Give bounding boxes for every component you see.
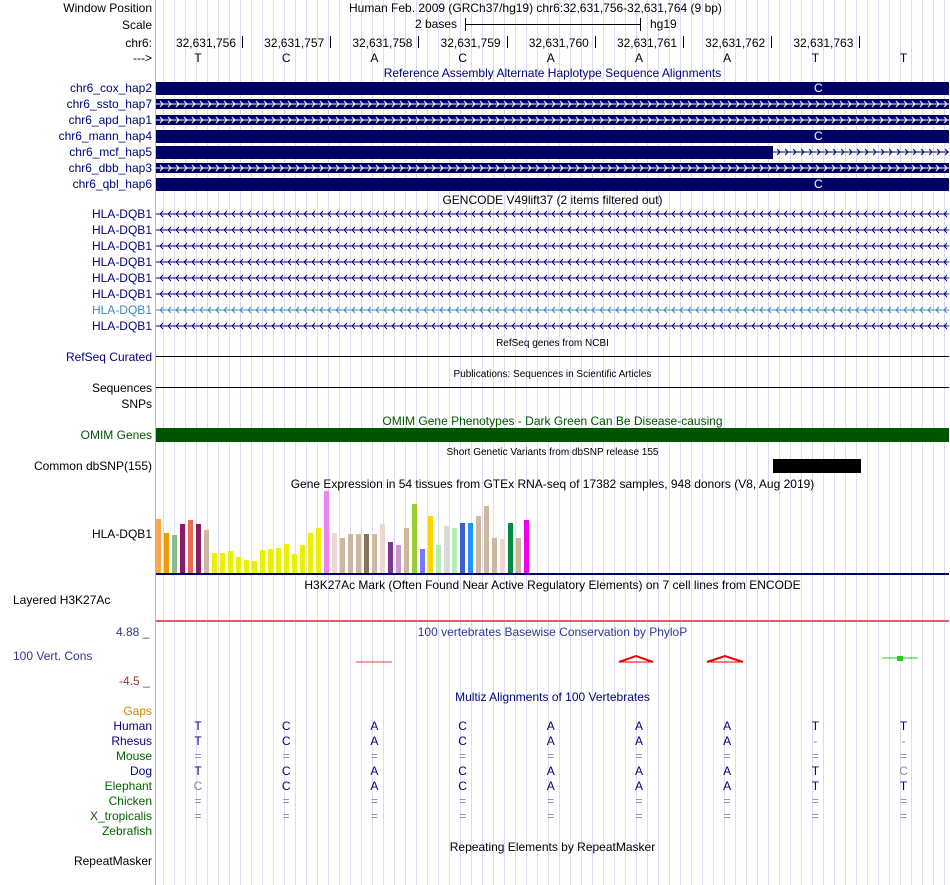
- gtex-baseline: [156, 573, 949, 575]
- gtex-tissue-bar[interactable]: [196, 524, 201, 573]
- multiz-base: A: [370, 779, 379, 793]
- multiz-species-label[interactable]: Human: [113, 719, 152, 733]
- alt-haplotype-mismatch: C: [814, 177, 823, 191]
- ruler-tick: [859, 36, 860, 48]
- alt-haplotype-arrows[interactable]: [773, 147, 949, 157]
- multiz-species-label[interactable]: Chicken: [108, 794, 152, 808]
- alt-haplotype-label[interactable]: chr6_ssto_hap7: [66, 97, 152, 111]
- phylop-peak-2: [707, 656, 743, 662]
- dbsnp-variant-bar[interactable]: [773, 459, 861, 473]
- omim-title[interactable]: OMIM Gene Phenotypes - Dark Green Can Be Disease-causing: [382, 414, 723, 428]
- alt-haplotypes-title[interactable]: Reference Assembly Alternate Haplotype Sequence Alignments: [383, 66, 722, 80]
- publications-line[interactable]: [156, 387, 949, 388]
- window-position-label: Window Position: [63, 1, 152, 15]
- gtex-tissue-bar[interactable]: [164, 533, 169, 573]
- gtex-tissue-bar[interactable]: [300, 545, 305, 573]
- phylop-plot[interactable]: [156, 645, 949, 675]
- phylop-track-label[interactable]: 100 Vert. Cons: [13, 649, 93, 663]
- multiz-base: =: [370, 749, 378, 763]
- gtex-expression-chart[interactable]: [156, 491, 949, 573]
- alt-haplotype-label[interactable]: chr6_mcf_hap5: [69, 145, 152, 159]
- gencode-gene-track[interactable]: [156, 289, 949, 299]
- multiz-base: =: [459, 809, 467, 823]
- ruler-tick: [683, 36, 684, 48]
- gencode-gene-track[interactable]: [156, 257, 949, 267]
- multiz-base: =: [547, 749, 555, 763]
- gtex-tissue-bar[interactable]: [172, 535, 177, 573]
- sequences-label[interactable]: Sequences: [91, 381, 152, 395]
- gtex-tissue-bar[interactable]: [396, 545, 401, 573]
- ruler-position-label: 32,631,762: [705, 36, 766, 50]
- alt-haplotype-bar[interactable]: [156, 130, 949, 143]
- multiz-base: A: [370, 764, 379, 778]
- gtex-tissue-bar[interactable]: [388, 542, 393, 573]
- repeatmasker-title[interactable]: Repeating Elements by RepeatMasker: [449, 840, 656, 854]
- multiz-title[interactable]: Multiz Alignments of 100 Vertebrates: [455, 690, 650, 704]
- gtex-tissue-bar[interactable]: [476, 516, 481, 573]
- alt-haplotype-mismatch: C: [814, 129, 823, 143]
- ruler-tick: [330, 36, 331, 48]
- multiz-base: C: [193, 779, 203, 793]
- ruler-tick: [595, 36, 596, 48]
- multiz-base: A: [634, 734, 643, 748]
- gtex-tissue-bar[interactable]: [204, 530, 209, 573]
- multiz-species-label[interactable]: Mouse: [115, 749, 152, 763]
- multiz-species-label[interactable]: Dog: [129, 764, 152, 778]
- reference-base: A: [634, 51, 643, 65]
- multiz-gaps-label[interactable]: Gaps: [123, 704, 152, 718]
- multiz-base: C: [458, 764, 467, 778]
- multiz-base: =: [900, 794, 908, 808]
- gtex-tissue-bar[interactable]: [332, 533, 337, 573]
- gtex-tissue-bar[interactable]: [340, 538, 345, 573]
- omim-genes-label[interactable]: OMIM Genes: [80, 428, 152, 442]
- gtex-tissue-bar[interactable]: [380, 524, 385, 573]
- alt-haplotype-bar[interactable]: [156, 82, 949, 95]
- scale-bases-text: 2 bases: [415, 17, 458, 31]
- gtex-tissue-bar[interactable]: [228, 551, 233, 573]
- gencode-gene-label[interactable]: HLA-DQB1: [91, 255, 152, 269]
- gtex-tissue-bar[interactable]: [428, 516, 433, 573]
- reference-base: C: [458, 51, 467, 65]
- multiz-base: =: [811, 794, 819, 808]
- gtex-tissue-bar[interactable]: [468, 523, 473, 573]
- repeatmasker-label[interactable]: RepeatMasker: [73, 854, 152, 868]
- gencode-gene-track[interactable]: [156, 241, 949, 251]
- gtex-tissue-bar[interactable]: [444, 526, 449, 573]
- multiz-base: T: [899, 779, 908, 793]
- multiz-base: -: [813, 734, 818, 748]
- reference-base: A: [370, 51, 379, 65]
- gtex-tissue-bar[interactable]: [260, 550, 265, 573]
- gtex-tissue-bar[interactable]: [252, 561, 257, 573]
- multiz-base: T: [194, 734, 202, 748]
- multiz-base: =: [547, 809, 555, 823]
- gencode-gene-track[interactable]: [156, 273, 949, 283]
- phylop-peak-1: [619, 656, 653, 662]
- multiz-base: A: [723, 764, 732, 778]
- reference-base: T: [194, 51, 202, 65]
- phylop-mark-green-box: [897, 656, 903, 661]
- gtex-tissue-bar[interactable]: [412, 504, 417, 573]
- layered-h3k27ac-label[interactable]: Layered H3K27Ac: [13, 593, 111, 607]
- multiz-base: -: [901, 734, 906, 748]
- multiz-base: C: [281, 734, 291, 748]
- ruler-tick: [771, 36, 772, 48]
- gencode-gene-label[interactable]: HLA-DQB1: [91, 303, 152, 317]
- gtex-tissue-bar[interactable]: [452, 528, 457, 573]
- multiz-base: =: [370, 809, 378, 823]
- multiz-base: C: [281, 779, 291, 793]
- multiz-base: C: [899, 764, 908, 778]
- ruler-tick: [242, 36, 243, 48]
- multiz-base: T: [811, 779, 820, 793]
- snps-label[interactable]: SNPs: [121, 397, 152, 411]
- multiz-base: =: [811, 749, 819, 763]
- gtex-title[interactable]: Gene Expression in 54 tissues from GTEx RNA-seq of 17382 samples, 948 donors (V8, Aug 2019): [290, 477, 815, 491]
- multiz-base: A: [723, 779, 732, 793]
- multiz-base: C: [458, 719, 467, 733]
- alt-haplotype-bar[interactable]: [156, 146, 773, 159]
- assembly-position-text[interactable]: Human Feb. 2009 (GRCh37/hg19) chr6:32,631,756-32,631,764 (9 bp): [349, 1, 722, 15]
- refseq-curated-label[interactable]: RefSeq Curated: [65, 350, 152, 364]
- gtex-gene-label[interactable]: HLA-DQB1: [91, 527, 152, 541]
- phylop-min-label: -4.5 _: [119, 674, 150, 688]
- multiz-base: =: [547, 794, 555, 808]
- gtex-tissue-bar[interactable]: [316, 528, 321, 573]
- reference-base: T: [899, 51, 908, 65]
- multiz-base: =: [459, 749, 467, 763]
- scale-label: Scale: [121, 18, 152, 32]
- omim-gene-bar[interactable]: [156, 428, 949, 442]
- multiz-base: C: [281, 764, 291, 778]
- gtex-tissue-bar[interactable]: [484, 506, 489, 573]
- gtex-tissue-bar[interactable]: [516, 538, 521, 573]
- gtex-tissue-bar[interactable]: [236, 557, 241, 573]
- multiz-base: C: [281, 719, 291, 733]
- publications-title[interactable]: Publications: Sequences in Scientific Articles: [453, 369, 652, 380]
- alt-haplotype-label[interactable]: chr6_dbb_hap3: [68, 161, 152, 175]
- alt-haplotype-arrows[interactable]: [156, 99, 949, 109]
- gtex-tissue-bar[interactable]: [156, 519, 161, 573]
- scale-db-text: hg19: [650, 17, 677, 31]
- multiz-species-label[interactable]: X_tropicalis: [89, 809, 152, 823]
- multiz-base: =: [635, 794, 643, 808]
- gtex-tissue-bar[interactable]: [404, 528, 409, 573]
- alt-haplotype-label[interactable]: chr6_cox_hap2: [69, 81, 152, 95]
- multiz-base: C: [458, 779, 467, 793]
- gtex-tissue-bar[interactable]: [364, 534, 369, 573]
- multiz-species-label[interactable]: Zebrafish: [101, 824, 152, 838]
- reference-base: T: [811, 51, 820, 65]
- ruler-position-label: 32,631,761: [616, 36, 677, 50]
- gtex-tissue-bar[interactable]: [244, 560, 249, 573]
- gtex-tissue-bar[interactable]: [492, 538, 497, 573]
- multiz-base: T: [811, 764, 820, 778]
- multiz-base: A: [723, 734, 732, 748]
- gtex-tissue-bar[interactable]: [268, 549, 273, 573]
- gtex-tissue-bar[interactable]: [308, 533, 313, 573]
- ruler-tick: [507, 36, 508, 48]
- multiz-base: =: [811, 809, 819, 823]
- multiz-base: T: [811, 719, 820, 733]
- gtex-tissue-bar[interactable]: [524, 520, 529, 573]
- h3k27ac-title[interactable]: H3K27Ac Mark (Often Found Near Active Regulatory Elements) on 7 cell lines from ENCODE: [304, 578, 801, 592]
- reference-base: C: [281, 51, 291, 65]
- refseq-title[interactable]: RefSeq genes from NCBI: [496, 338, 609, 349]
- multiz-base: =: [635, 749, 643, 763]
- multiz-species-label[interactable]: Elephant: [104, 779, 152, 793]
- multiz-base: =: [635, 809, 643, 823]
- multiz-base: =: [900, 749, 908, 763]
- gencode-gene-label[interactable]: HLA-DQB1: [91, 239, 152, 253]
- multiz-base: =: [723, 794, 731, 808]
- alt-haplotype-arrows[interactable]: [156, 163, 949, 173]
- gencode-gene-label[interactable]: HLA-DQB1: [91, 319, 152, 333]
- ruler-position-label: 32,631,760: [528, 36, 589, 50]
- reference-base: A: [546, 51, 555, 65]
- multiz-base: =: [194, 749, 202, 763]
- gtex-tissue-bar[interactable]: [284, 544, 289, 573]
- gencode-gene-label[interactable]: HLA-DQB1: [91, 207, 152, 221]
- multiz-base: =: [282, 794, 290, 808]
- gtex-tissue-bar[interactable]: [356, 534, 361, 573]
- alt-haplotype-arrows[interactable]: [156, 115, 949, 125]
- gtex-tissue-bar[interactable]: [372, 534, 377, 573]
- gtex-tissue-bar[interactable]: [220, 553, 225, 573]
- phylop-title[interactable]: 100 vertebrates Basewise Conservation by PhyloP: [417, 625, 688, 639]
- gtex-tissue-bar[interactable]: [420, 549, 425, 573]
- chrom-label: chr6:: [125, 36, 152, 50]
- alt-haplotype-label[interactable]: chr6_mann_hap4: [58, 129, 152, 143]
- gtex-tissue-bar[interactable]: [276, 548, 281, 573]
- alt-haplotype-bar[interactable]: [156, 178, 949, 191]
- multiz-base: T: [899, 719, 908, 733]
- gencode-gene-label[interactable]: HLA-DQB1: [91, 287, 152, 301]
- ruler-position-label: 32,631,757: [264, 36, 325, 50]
- multiz-base: =: [282, 749, 290, 763]
- multiz-base: T: [194, 764, 202, 778]
- gtex-tissue-bar[interactable]: [500, 539, 505, 573]
- gencode-title[interactable]: GENCODE V49lift37 (2 items filtered out): [442, 193, 663, 207]
- gencode-gene-label[interactable]: HLA-DQB1: [91, 271, 152, 285]
- multiz-base: A: [370, 734, 379, 748]
- multiz-base: =: [282, 809, 290, 823]
- phylop-max-label: 4.88 _: [116, 625, 150, 639]
- refseq-gene-line[interactable]: [156, 356, 949, 357]
- multiz-base: A: [546, 779, 555, 793]
- multiz-base: A: [634, 719, 643, 733]
- gtex-tissue-bar[interactable]: [188, 520, 193, 573]
- gencode-gene-track[interactable]: [156, 225, 949, 235]
- ruler-position-label: 32,631,758: [352, 36, 413, 50]
- multiz-base: A: [723, 719, 732, 733]
- multiz-base: A: [634, 779, 643, 793]
- ruler-tick: [418, 36, 419, 48]
- ruler-position-label: 32,631,763: [793, 36, 854, 50]
- scale-bar: [465, 24, 641, 25]
- gencode-gene-track[interactable]: [156, 209, 949, 219]
- multiz-base: A: [546, 734, 555, 748]
- multiz-base: A: [370, 719, 379, 733]
- multiz-base: =: [194, 809, 202, 823]
- scale-bar-right-tick: [640, 18, 641, 31]
- multiz-base: A: [546, 764, 555, 778]
- gtex-tissue-bar[interactable]: [324, 491, 329, 573]
- strand-label: --->: [133, 51, 152, 65]
- dbsnp-title[interactable]: Short Genetic Variants from dbSNP release 155: [446, 447, 659, 458]
- common-dbsnp-label[interactable]: Common dbSNP(155): [33, 459, 152, 473]
- multiz-base: =: [370, 794, 378, 808]
- gtex-tissue-bar[interactable]: [292, 554, 297, 573]
- alt-haplotype-label[interactable]: chr6_qbl_hap6: [72, 177, 152, 191]
- gtex-tissue-bar[interactable]: [508, 523, 513, 573]
- multiz-base: =: [900, 809, 908, 823]
- multiz-base: A: [634, 764, 643, 778]
- multiz-species-label[interactable]: Rhesus: [111, 734, 152, 748]
- gtex-tissue-bar[interactable]: [348, 534, 353, 573]
- scale-bar-left-tick: [465, 18, 466, 31]
- ruler-position-label: 32,631,759: [440, 36, 501, 50]
- multiz-base: T: [194, 719, 202, 733]
- gtex-tissue-bar[interactable]: [180, 524, 185, 573]
- gtex-tissue-bar[interactable]: [460, 523, 465, 573]
- gtex-tissue-bar[interactable]: [212, 553, 217, 573]
- multiz-base: =: [194, 794, 202, 808]
- multiz-base: A: [546, 719, 555, 733]
- ruler-position-label: 32,631,756: [175, 36, 236, 50]
- multiz-base: =: [723, 749, 731, 763]
- multiz-base: C: [458, 734, 467, 748]
- alt-haplotype-label[interactable]: chr6_apd_hap1: [68, 113, 152, 127]
- gencode-gene-track[interactable]: [156, 321, 949, 331]
- multiz-base: =: [723, 809, 731, 823]
- alt-haplotype-mismatch: C: [814, 81, 823, 95]
- multiz-base: =: [459, 794, 467, 808]
- gtex-tissue-bar[interactable]: [436, 545, 441, 573]
- gencode-gene-track[interactable]: [156, 305, 949, 315]
- reference-base: A: [723, 51, 732, 65]
- gencode-gene-label[interactable]: HLA-DQB1: [91, 223, 152, 237]
- h3k27ac-signal-line[interactable]: [156, 620, 949, 622]
